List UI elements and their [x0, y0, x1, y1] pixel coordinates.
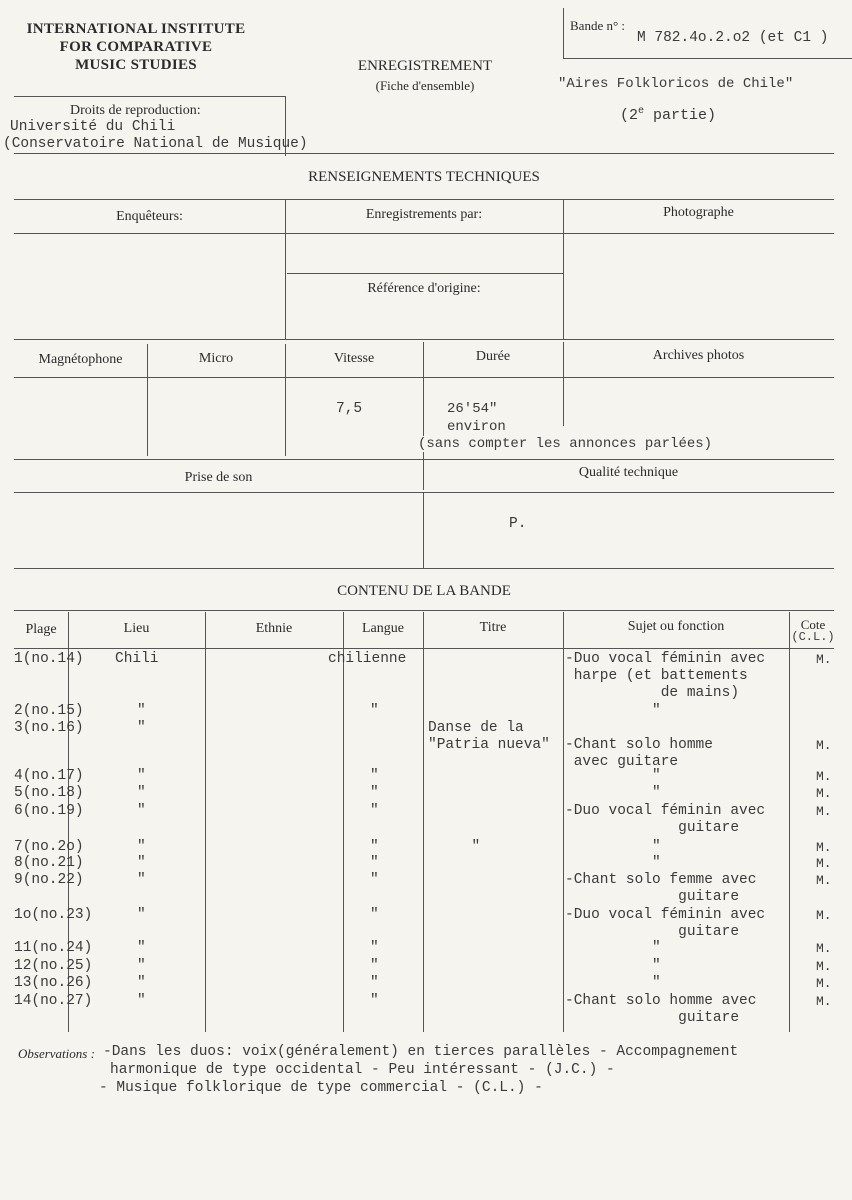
cell-lieu: " — [137, 940, 146, 956]
observations-line1: -Dans les duos: voix(généralement) en tierces parallèles - Accompagnement — [103, 1044, 739, 1060]
duree-label: Durée — [475, 349, 511, 364]
cell-lieu: " — [137, 993, 146, 1009]
cell-lieu: " — [137, 872, 146, 888]
duree-value-line3: (sans compter les annonces parlées) — [418, 436, 713, 452]
technical-section-title: RENSEIGNEMENTS TECHNIQUES — [308, 169, 540, 185]
duree-value-line2: environ — [447, 419, 506, 435]
rights-line2: (Conservatoire National de Musique) — [3, 136, 308, 152]
cell-langue: " — [370, 872, 379, 888]
cell-lieu: Chili — [115, 651, 159, 667]
cell-lieu: " — [137, 958, 146, 974]
cell-langue: " — [370, 958, 379, 974]
record-subtitle: (Fiche d'ensemble) — [375, 78, 475, 93]
qualite-technique-label: Qualité technique — [578, 465, 679, 480]
col-cote-header — [789, 619, 837, 643]
col-sujet-header: Sujet ou fonction — [627, 619, 725, 634]
cell-cote: M. — [816, 804, 832, 819]
observations-line2: harmonique de type occidental - Peu intéressant - (J.C.) - — [110, 1062, 615, 1078]
cell-langue: " — [370, 975, 379, 991]
album-title: "Aires Folkloricos de Chile" — [558, 76, 794, 92]
contents-section-title: CONTENU DE LA BANDE — [337, 583, 511, 599]
cell-langue: " — [370, 993, 379, 1009]
cell-cote: M. — [816, 652, 832, 667]
cell-lieu: " — [137, 803, 146, 819]
cell-sujet: " — [565, 975, 661, 991]
cell-langue: " — [370, 907, 379, 923]
cell-sujet: -Chant solo homme avec guitare — [565, 993, 757, 1026]
enregistrements-par-label: Enregistrements par: — [365, 207, 483, 222]
cell-plage: 14(no.27) — [14, 993, 93, 1009]
cell-lieu: " — [137, 839, 146, 855]
cell-plage: 11(no.24) — [14, 940, 93, 956]
cell-sujet: " — [565, 940, 661, 956]
cell-lieu: " — [137, 907, 146, 923]
cell-sujet: " — [565, 855, 661, 871]
cell-lieu: " — [137, 720, 146, 736]
observations-label: Observations : — [18, 1046, 95, 1061]
cell-cote: M. — [816, 873, 832, 888]
cell-langue: " — [370, 855, 379, 871]
col-ethnie-header: Ethnie — [255, 621, 293, 636]
vitesse-value: 7,5 — [336, 401, 363, 417]
cell-plage: 4(no.17) — [14, 768, 84, 784]
bande-number: M 782.4o.2.o2 (et C1 ) — [637, 30, 829, 46]
col-cote-header-label: Cote — [800, 617, 826, 632]
vitesse-label: Vitesse — [333, 351, 375, 366]
cell-langue: " — [370, 839, 379, 855]
cell-lieu: " — [137, 703, 146, 719]
institute-line1: INTERNATIONAL INSTITUTE — [26, 21, 246, 37]
observations-line3: - Musique folklorique de type commercial - (C.L.) - — [99, 1080, 543, 1096]
cell-cote: M. — [816, 856, 832, 871]
cell-langue: chilienne — [328, 651, 407, 667]
micro-label: Micro — [198, 351, 234, 366]
cell-titre: Danse de la "Patria nueva" — [428, 720, 550, 753]
enqueteurs-label: Enquêteurs: — [116, 209, 183, 224]
qualite-value: P. — [509, 516, 527, 532]
cell-plage: 3(no.16) — [14, 720, 84, 736]
cell-sujet: " — [565, 958, 661, 974]
cell-sujet: -Duo vocal féminin avec guitare — [565, 907, 766, 940]
cell-plage: 1o(no.23) — [14, 907, 93, 923]
cell-plage: 7(no.2o) — [14, 839, 84, 855]
cell-langue: " — [370, 703, 379, 719]
cell-sujet: " — [565, 768, 661, 784]
cell-cote: M. — [816, 840, 832, 855]
cell-cote: M. — [816, 941, 832, 956]
cell-titre: " — [428, 839, 481, 855]
cell-plage: 12(no.25) — [14, 958, 93, 974]
cell-plage: 8(no.21) — [14, 855, 84, 871]
cell-plage: 5(no.18) — [14, 785, 84, 801]
cell-plage: 1(no.14) — [14, 651, 84, 667]
cell-cote: M. — [816, 994, 832, 1009]
cell-lieu: " — [137, 768, 146, 784]
cell-cote: M. — [816, 769, 832, 784]
cell-sujet: -Chant solo homme avec guitare — [565, 737, 713, 770]
cell-langue: " — [370, 940, 379, 956]
col-titre-header: Titre — [479, 620, 507, 635]
cell-plage: 2(no.15) — [14, 703, 84, 719]
col-plage-header: Plage — [25, 622, 57, 637]
cell-sujet: -Duo vocal féminin avec guitare — [565, 803, 766, 836]
cell-langue: " — [370, 803, 379, 819]
album-part — [620, 106, 716, 124]
cell-sujet: -Chant solo femme avec guitare — [565, 872, 757, 905]
col-cote-header-sub: (C.L.) — [791, 630, 835, 644]
cell-lieu: " — [137, 975, 146, 991]
duree-value-line1: 26'54" — [447, 401, 498, 417]
album-part-sup: e — [638, 106, 645, 117]
cell-sujet: " — [565, 703, 661, 719]
institute-name — [6, 20, 266, 74]
photographe-label: Photographe — [663, 205, 734, 220]
cell-sujet: " — [565, 839, 661, 855]
cell-sujet: -Duo vocal féminin avec harpe (et battements de mains) — [565, 651, 766, 701]
archives-photos-label: Archives photos — [652, 348, 745, 363]
cell-lieu: " — [137, 785, 146, 801]
album-part-num: (2 — [620, 107, 639, 124]
cell-plage: 13(no.26) — [14, 975, 93, 991]
record-title: ENREGISTREMENT — [357, 58, 493, 74]
cell-cote: M. — [816, 959, 832, 974]
cell-cote: M. — [816, 738, 832, 753]
institute-line2: FOR COMPARATIVE — [59, 39, 213, 55]
rights-label: Droits de reproduction: — [70, 103, 201, 118]
col-lieu-header: Lieu — [123, 621, 150, 636]
cell-langue: " — [370, 785, 379, 801]
cell-plage: 9(no.22) — [14, 872, 84, 888]
institute-line3: MUSIC STUDIES — [75, 57, 197, 73]
prise-de-son-label: Prise de son — [184, 470, 253, 485]
bande-label: Bande n° : — [570, 18, 626, 33]
cell-cote: M. — [816, 786, 832, 801]
reference-origine-label: Référence d'origine: — [367, 281, 481, 296]
cell-sujet: " — [565, 785, 661, 801]
cell-plage: 6(no.19) — [14, 803, 84, 819]
album-part-rest: partie) — [644, 107, 717, 124]
rights-line1: Université du Chili — [10, 119, 176, 135]
cell-cote: M. — [816, 976, 832, 991]
col-langue-header: Langue — [362, 621, 404, 636]
cell-langue: " — [370, 768, 379, 784]
cell-lieu: " — [137, 855, 146, 871]
cell-cote: M. — [816, 908, 832, 923]
magnetophone-label: Magnétophone — [38, 352, 123, 367]
